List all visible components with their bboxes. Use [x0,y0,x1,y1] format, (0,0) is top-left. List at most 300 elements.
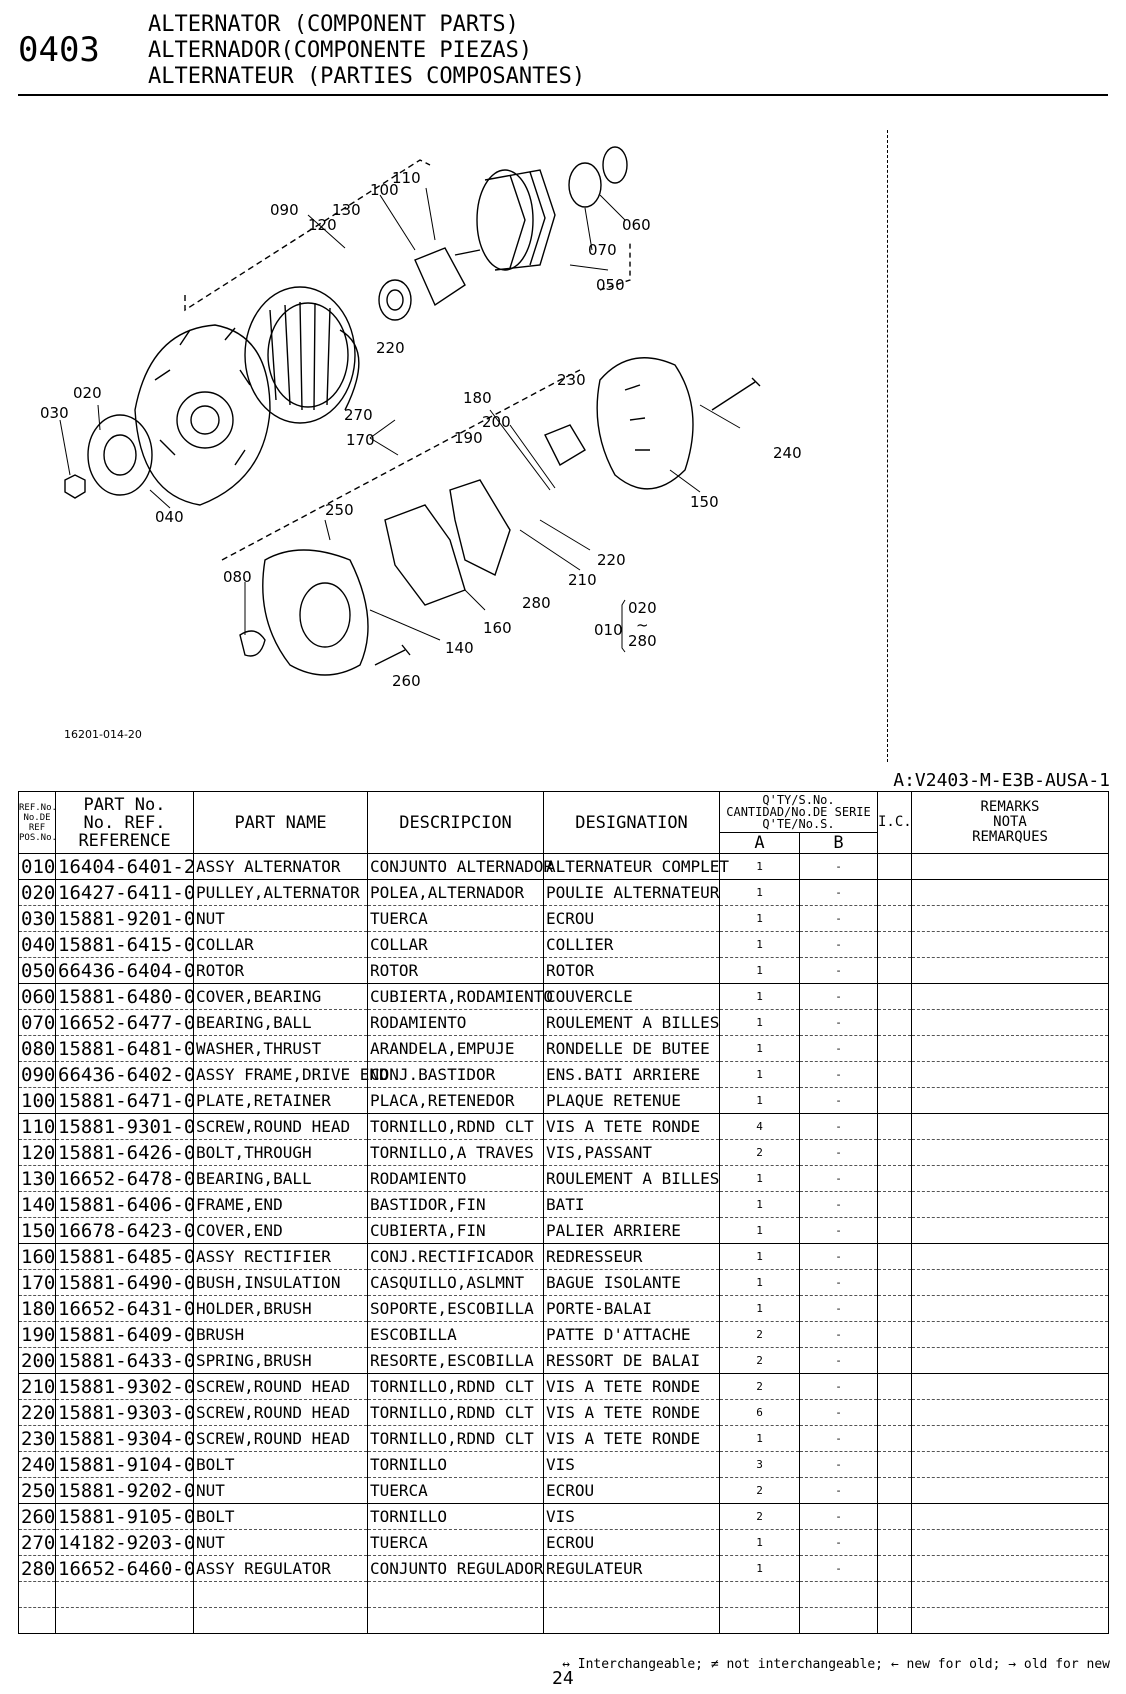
cell-pn: 16652-6477-0 [56,1010,194,1036]
table-row [19,1218,1109,1244]
callout-160: 160 [483,619,512,637]
cell-desig: ECROU [544,1530,720,1556]
cell-ic [878,1296,912,1322]
cell-ref: 140 [19,1192,56,1218]
cell-b: - [800,854,878,880]
bolt-260-drawing [375,645,410,665]
cell-desig: PLAQUE RETENUE [544,1088,720,1114]
interchangeability-legend [562,1657,1110,1672]
cell-pn: 15881-6490-0 [56,1270,194,1296]
cell-a: 4 [720,1114,800,1140]
cell-a: 1 [720,1218,800,1244]
cell-desig: VIS [544,1452,720,1478]
end-cover-drawing [597,358,693,489]
cell-a: 2 [720,1504,800,1530]
cell-name: WASHER,THRUST [194,1036,368,1062]
cell-ref [19,1582,56,1608]
table-row [19,1608,1109,1634]
cell-ic [878,1556,912,1582]
cell-desig: REDRESSEUR [544,1244,720,1270]
cell-desc: CUBIERTA,RODAMIENTO [368,984,544,1010]
cell-desc: TORNILLO,RDND CLT [368,1400,544,1426]
cell-remarks [912,1400,1109,1426]
cell-remarks [912,854,1109,880]
table-row [19,1478,1109,1504]
cell-desc: ROTOR [368,958,544,984]
callout-270: 270 [344,406,373,424]
cell-pn: 15881-6409-0 [56,1322,194,1348]
group-note-020: 020 [628,599,657,617]
cell-desc: TORNILLO [368,1452,544,1478]
cell-pn: 16678-6423-0 [56,1218,194,1244]
cell-ic [878,1166,912,1192]
col-description-header: DESCRIPCION [368,792,544,854]
cell-desc: CASQUILLO,ASLMNT [368,1270,544,1296]
cell-name: BOLT [194,1452,368,1478]
cell-b: - [800,1192,878,1218]
table-row [19,1244,1109,1270]
cell-desig: REGULATEUR [544,1556,720,1582]
cell-pn: 15881-6480-0 [56,984,194,1010]
cell-pn: 15881-9304-0 [56,1426,194,1452]
cell-ic [878,1218,912,1244]
cell-name: BOLT,THROUGH [194,1140,368,1166]
cell-ic [878,1114,912,1140]
cell-b: - [800,1036,878,1062]
cell-name: BOLT [194,1504,368,1530]
cell-pn: 15881-9303-0 [56,1400,194,1426]
cell-b: - [800,1218,878,1244]
table-row [19,1062,1109,1088]
cell-ic [878,1062,912,1088]
cell-name: SCREW,ROUND HEAD [194,1114,368,1140]
cell-a: 2 [720,1348,800,1374]
cell-ref: 260 [19,1504,56,1530]
cell-desig: VIS A TETE RONDE [544,1114,720,1140]
cell-ic [878,1582,912,1608]
cell-ic [878,1322,912,1348]
cell-a: 1 [720,1192,800,1218]
table-row [19,1270,1109,1296]
cell-ic [878,1270,912,1296]
table-row [19,1452,1109,1478]
cell-name: BRUSH [194,1322,368,1348]
bearing-070-drawing [569,163,601,207]
washer-080-drawing [240,631,265,656]
cell-a: 2 [720,1140,800,1166]
cell-desig: POULIE ALTERNATEUR [544,880,720,906]
cell-desig: VIS A TETE RONDE [544,1426,720,1452]
cell-a: 1 [720,880,800,906]
cell-remarks [912,1322,1109,1348]
cell-desig: ENS.BATI ARRIERE [544,1062,720,1088]
table-row [19,880,1109,906]
cell-ref: 040 [19,932,56,958]
cell-a: 1 [720,1244,800,1270]
cell-desig: RONDELLE DE BUTEE [544,1036,720,1062]
cell-b: - [800,1348,878,1374]
cell-ic [878,1478,912,1504]
title-spanish: ALTERNADOR(COMPONENTE PIEZAS) [148,38,533,63]
table-row [19,1374,1109,1400]
cell-desc: TUERCA [368,1478,544,1504]
cell-ic [878,1244,912,1270]
cell-b: - [800,1140,878,1166]
cell-remarks [912,1114,1109,1140]
cell-name: BEARING,BALL [194,1010,368,1036]
table-row [19,1322,1109,1348]
cell-name: COVER,END [194,1218,368,1244]
old-for-new-arrow-icon: → [1008,1657,1017,1672]
cell-ref: 150 [19,1218,56,1244]
cell-b: - [800,1426,878,1452]
callout-060: 060 [622,216,651,234]
cell-a: 1 [720,854,800,880]
cell-pn: 15881-9105-0 [56,1504,194,1530]
section-code: 0403 [18,30,100,70]
callout-140: 140 [445,639,474,657]
retainer-plate-drawing [415,248,465,305]
callout-210: 210 [568,571,597,589]
cell-b: - [800,984,878,1010]
cell-ic [878,984,912,1010]
cell-desig: VIS,PASSANT [544,1140,720,1166]
cell-remarks [912,1556,1109,1582]
cell-pn: 14182-9203-0 [56,1530,194,1556]
col-quantity-header: Q'TY/S.No. CANTIDAD/No.DE SERIE Q'TE/No.S. [720,792,878,833]
cell-a: 1 [720,1426,800,1452]
cell-ic [878,1608,912,1634]
table-row [19,1296,1109,1322]
col-remarks-header: REMARKS NOTA REMARQUES [912,792,1109,854]
table-row [19,1036,1109,1062]
cell-ic [878,1452,912,1478]
cell-a: 1 [720,1062,800,1088]
cell-b: - [800,1062,878,1088]
cell-name: PULLEY,ALTERNATOR [194,880,368,906]
cell-name: NUT [194,906,368,932]
cell-remarks [912,984,1109,1010]
cell-a: 1 [720,906,800,932]
new-for-old-arrow-icon: ← [890,1657,899,1672]
cell-pn: 16652-6478-0 [56,1166,194,1192]
end-frame-drawing [263,550,368,675]
callout-070: 070 [588,241,617,259]
cell-ref: 130 [19,1166,56,1192]
cell-ic [878,1036,912,1062]
cell-b: - [800,1244,878,1270]
cell-desc: ARANDELA,EMPUJE [368,1036,544,1062]
cell-b: - [800,1478,878,1504]
cell-desc: BASTIDOR,FIN [368,1192,544,1218]
cell-desc: TORNILLO,RDND CLT [368,1114,544,1140]
cell-desig [544,1582,720,1608]
model-code: A:V2403-M-E3B-AUSA-1 [893,770,1110,791]
cell-ic [878,1348,912,1374]
cell-a: 1 [720,932,800,958]
cell-desc: PLACA,RETENEDOR [368,1088,544,1114]
cell-pn: 16652-6460-0 [56,1556,194,1582]
cell-a: 3 [720,1452,800,1478]
cell-desig: VIS [544,1504,720,1530]
cell-pn: 16404-6401-2 [56,854,194,880]
cell-desc: CONJ.RECTIFICADOR [368,1244,544,1270]
cell-ref: 110 [19,1114,56,1140]
cell-pn: 15881-6485-0 [56,1244,194,1270]
cell-desc: RESORTE,ESCOBILLA [368,1348,544,1374]
cell-remarks [912,1062,1109,1088]
callout-030: 030 [40,404,69,422]
cell-desig: ROULEMENT A BILLES [544,1010,720,1036]
rotor-drawing [455,170,555,270]
cell-remarks [912,1088,1109,1114]
cell-remarks [912,1582,1109,1608]
diagram-boundary [887,130,888,762]
callout-190: 190 [454,429,483,447]
cell-b: - [800,1166,878,1192]
table-row [19,1114,1109,1140]
cell-remarks [912,1140,1109,1166]
callout-170: 170 [346,431,375,449]
cell-remarks [912,958,1109,984]
cell-desig: VIS A TETE RONDE [544,1374,720,1400]
exploded-parts-diagram [40,120,900,760]
cell-name: FRAME,END [194,1192,368,1218]
cell-desig: ROTOR [544,958,720,984]
cell-b: - [800,1400,878,1426]
col-ic-header: I.C. [878,792,912,854]
cell-b: - [800,1088,878,1114]
cell-desc: TORNILLO,RDND CLT [368,1426,544,1452]
cell-ic [878,880,912,906]
cell-remarks [912,1348,1109,1374]
cell-ref: 120 [19,1140,56,1166]
cell-ref: 100 [19,1088,56,1114]
cell-desig: VIS A TETE RONDE [544,1400,720,1426]
brush-holder-drawing [545,425,585,465]
callout-130: 130 [332,201,361,219]
cell-ref: 010 [19,854,56,880]
cell-ref: 250 [19,1478,56,1504]
bolt-240-drawing [712,378,760,410]
table-row [19,984,1109,1010]
cell-desig: PORTE-BALAI [544,1296,720,1322]
cell-ic [878,932,912,958]
cell-remarks [912,1036,1109,1062]
legend-new-for-old: new for old; [906,1657,1001,1672]
cell-remarks [912,1374,1109,1400]
cell-a: 2 [720,1374,800,1400]
cell-pn [56,1608,194,1634]
cell-b: - [800,1010,878,1036]
cell-name: ASSY REGULATOR [194,1556,368,1582]
cell-ic [878,854,912,880]
cell-pn: 16652-6431-0 [56,1296,194,1322]
page-number: 24 [552,1668,574,1689]
bearing-130-drawing [379,280,411,320]
table-row [19,932,1109,958]
regulator-drawing [450,480,510,575]
callout-040: 040 [155,508,184,526]
cell-pn: 66436-6402-0 [56,1062,194,1088]
cell-name: NUT [194,1478,368,1504]
cell-a [720,1582,800,1608]
cell-b: - [800,880,878,906]
cell-desc: CUBIERTA,FIN [368,1218,544,1244]
cell-b [800,1582,878,1608]
cell-desc: COLLAR [368,932,544,958]
cell-pn: 15881-6415-0 [56,932,194,958]
callout-100: 100 [370,181,399,199]
cell-desig: ALTERNATEUR COMPLET [544,854,720,880]
callout-220-top: 220 [376,339,405,357]
table-row [19,1504,1109,1530]
cell-ic [878,958,912,984]
cell-desig: PALIER ARRIERE [544,1218,720,1244]
cell-ref: 240 [19,1452,56,1478]
cell-a [720,1608,800,1634]
not-interchangeable-icon: ≠ [710,1657,719,1672]
cell-remarks [912,1530,1109,1556]
cell-pn: 15881-9301-0 [56,1114,194,1140]
cell-remarks [912,1452,1109,1478]
callout-260: 260 [392,672,421,690]
table-row [19,1400,1109,1426]
cell-b: - [800,1270,878,1296]
cell-ref: 230 [19,1426,56,1452]
header-divider [18,94,1108,96]
callout-150: 150 [690,493,719,511]
cell-desc: TORNILLO,A TRAVES [368,1140,544,1166]
cell-desc: POLEA,ALTERNADOR [368,880,544,906]
cell-ref: 070 [19,1010,56,1036]
col-designation-header: DESIGNATION [544,792,720,854]
group-note-010: 010 [594,621,623,639]
cell-pn: 15881-6433-0 [56,1348,194,1374]
table-row [19,1088,1109,1114]
cell-remarks [912,1218,1109,1244]
cell-desig [544,1608,720,1634]
cell-name: ASSY ALTERNATOR [194,854,368,880]
cell-desc: SOPORTE,ESCOBILLA [368,1296,544,1322]
drive-end-frame-drawing [135,325,270,505]
cell-ic [878,1088,912,1114]
cell-remarks [912,906,1109,932]
cell-ref: 220 [19,1400,56,1426]
cell-ic [878,1400,912,1426]
cell-name [194,1608,368,1634]
cell-desc [368,1608,544,1634]
cell-ic [878,1140,912,1166]
cell-ic [878,1504,912,1530]
cell-a: 1 [720,1530,800,1556]
cell-desig: RESSORT DE BALAI [544,1348,720,1374]
cell-desig: PATTE D'ATTACHE [544,1322,720,1348]
cell-b: - [800,1322,878,1348]
cover-060-drawing [603,147,627,183]
cell-a: 1 [720,1010,800,1036]
group-note-280: 280 [628,632,657,650]
col-ref-header: REF.No. No.DE REF POS.No. [19,792,56,854]
callout-230: 230 [557,371,586,389]
cell-desc: ESCOBILLA [368,1322,544,1348]
cell-ref: 180 [19,1296,56,1322]
cell-ic [878,1010,912,1036]
cell-pn: 15881-6426-0 [56,1140,194,1166]
cell-desc: TORNILLO,RDND CLT [368,1374,544,1400]
cell-name: ROTOR [194,958,368,984]
parts-table-body [19,854,1109,1634]
callout-200: 200 [482,413,511,431]
col-qty-a-header: A [720,833,800,854]
cell-a: 1 [720,1270,800,1296]
cell-ref [19,1608,56,1634]
cell-pn: 15881-6481-0 [56,1036,194,1062]
cell-name: BEARING,BALL [194,1166,368,1192]
cell-remarks [912,1270,1109,1296]
legend-interchangeable: Interchangeable; [577,1657,703,1672]
cell-name: BUSH,INSULATION [194,1270,368,1296]
table-row [19,854,1109,880]
cell-ic [878,1426,912,1452]
cell-remarks [912,1426,1109,1452]
cell-ref: 190 [19,1322,56,1348]
col-part-name-header: PART NAME [194,792,368,854]
cell-desc: RODAMIENTO [368,1166,544,1192]
cell-ic [878,1530,912,1556]
cell-ic [878,906,912,932]
col-part-no-header: PART No. No. REF. REFERENCE [56,792,194,854]
cell-remarks [912,1166,1109,1192]
nut-030-drawing [65,475,85,498]
cell-b: - [800,906,878,932]
callout-240: 240 [773,444,802,462]
cell-name: COLLAR [194,932,368,958]
callout-250: 250 [325,501,354,519]
cell-ref: 170 [19,1270,56,1296]
cell-remarks [912,1010,1109,1036]
cell-desig: COLLIER [544,932,720,958]
table-row [19,906,1109,932]
callout-110: 110 [392,169,421,187]
cell-b: - [800,958,878,984]
cell-pn: 15881-6471-0 [56,1088,194,1114]
cell-name: ASSY FRAME,DRIVE END [194,1062,368,1088]
interchangeable-arrow-icon: ↔ [562,1657,570,1672]
cell-pn: 15881-9104-0 [56,1452,194,1478]
table-row [19,1192,1109,1218]
cell-remarks [912,1608,1109,1634]
cell-remarks [912,880,1109,906]
cell-name: SPRING,BRUSH [194,1348,368,1374]
cell-ref: 080 [19,1036,56,1062]
cell-ref: 090 [19,1062,56,1088]
table-row [19,1582,1109,1608]
cell-ic [878,1192,912,1218]
cell-b: - [800,1374,878,1400]
cell-ic [878,1374,912,1400]
cell-a: 1 [720,1556,800,1582]
callout-120: 120 [308,216,337,234]
pulley-drawing [88,415,152,495]
legend-not-interchangeable: not interchangeable; [726,1657,884,1672]
cell-ref: 050 [19,958,56,984]
cell-desc: CONJ.BASTIDOR [368,1062,544,1088]
cell-ref: 060 [19,984,56,1010]
table-row [19,1010,1109,1036]
callout-050: 050 [596,276,625,294]
cell-ref: 270 [19,1530,56,1556]
